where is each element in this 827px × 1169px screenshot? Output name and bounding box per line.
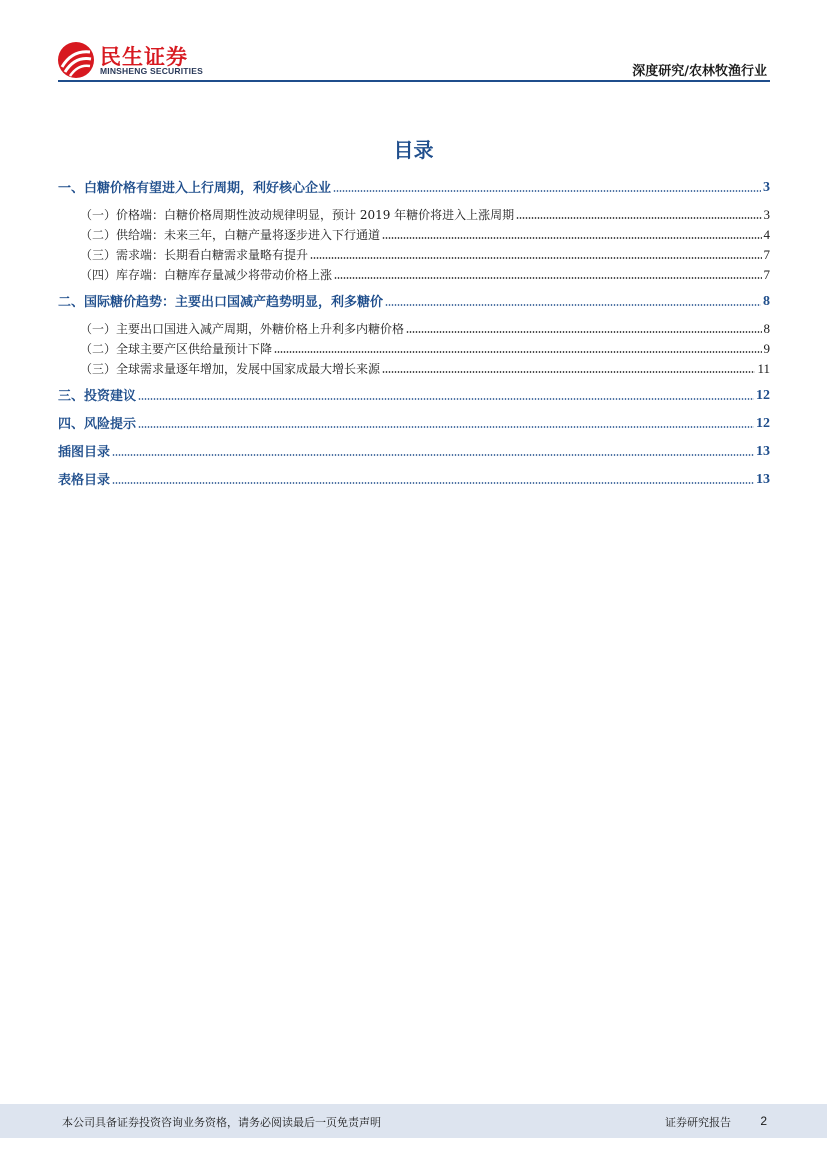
toc-subsection-link[interactable] — [58, 223, 770, 243]
page-footer — [0, 1104, 827, 1138]
toc-dot-leader — [516, 217, 761, 219]
toc-entry-title: 四、风险提示 — [58, 417, 137, 432]
logo-english-name: MINSHENG SECURITIES — [100, 66, 203, 76]
toc-section-link[interactable] — [58, 440, 770, 460]
toc-entry-title: （二）全球主要产区供给量预计下降 — [80, 342, 273, 356]
toc-page-number: 13 — [756, 472, 770, 487]
toc-entry-title: 表格目录 — [58, 473, 111, 488]
toc-subsection-link[interactable] — [58, 203, 770, 223]
toc-entry-title: 二、国际糖价趋势：主要出口国减产趋势明显，利多糖价 — [58, 295, 384, 310]
toc-section-link[interactable] — [58, 412, 770, 432]
toc-dot-leader — [310, 257, 761, 259]
toc-dot-leader — [112, 482, 754, 484]
minsheng-logo-icon — [56, 40, 96, 80]
toc-dot-leader — [138, 426, 754, 428]
toc-subsection-link[interactable] — [58, 337, 770, 357]
toc-entry-title: （二）供给端：未来三年，白糖产量将逐步进入下行通道 — [80, 228, 381, 242]
toc-subsection-link[interactable] — [58, 357, 770, 377]
toc-entry-title: （一）主要出口国进入减产周期，外糖价格上升利多内糖价格 — [80, 322, 405, 336]
toc-dot-leader — [385, 304, 761, 306]
toc-dot-leader — [334, 277, 761, 279]
toc-subsection-link[interactable] — [58, 263, 770, 283]
toc-entry-title: （三）需求端：长期看白糖需求量略有提升 — [80, 248, 309, 262]
toc-page-number: 13 — [756, 444, 770, 459]
toc-dot-leader — [333, 190, 761, 192]
toc-entry-title: 插图目录 — [58, 445, 111, 460]
toc-page-number: 4 — [763, 227, 770, 242]
toc-entry-title: （一）价格端：白糖价格周期性波动规律明显，预计 2019 年糖价将进入上涨周期 — [80, 208, 515, 222]
toc-section-link[interactable] — [58, 384, 770, 404]
toc-dot-leader — [138, 398, 754, 400]
toc-subsection-link[interactable] — [58, 317, 770, 337]
toc-dot-leader — [406, 331, 761, 333]
toc-page-number: 12 — [756, 388, 770, 403]
toc-section-link[interactable] — [58, 290, 770, 310]
footer-disclaimer: 本公司具备证券投资咨询业务资格，请务必阅读最后一页免责声明 — [62, 1116, 381, 1129]
toc-page-number: 12 — [756, 416, 770, 431]
toc-subsection-link[interactable] — [58, 243, 770, 263]
toc-entry-title: 一、白糖价格有望进入上行周期，利好核心企业 — [58, 181, 332, 196]
toc-page-number: 11 — [757, 361, 770, 376]
toc-section-link[interactable] — [58, 468, 770, 488]
toc-dot-leader — [274, 351, 761, 353]
page-header — [0, 0, 827, 86]
toc-page-number: 8 — [763, 294, 770, 309]
toc-dot-leader — [382, 371, 755, 373]
toc-title: 目录 — [393, 138, 434, 162]
minsheng-logo — [56, 40, 216, 80]
toc-page-number: 7 — [763, 267, 770, 282]
toc-entry-title: （三）全球需求量逐年增加，发展中国家成最大增长来源 — [80, 362, 381, 376]
toc-page-number: 3 — [763, 180, 770, 195]
toc-entry-title: 三、投资建议 — [58, 389, 137, 404]
footer-page-number: 2 — [760, 1114, 767, 1128]
header-divider — [58, 80, 770, 82]
report-category: 深度研究/农林牧渔行业 — [632, 64, 767, 79]
toc-dot-leader — [382, 237, 761, 239]
toc-dot-leader — [112, 454, 754, 456]
logo-chinese-name: 民生证券 — [100, 45, 188, 69]
toc-page-number: 7 — [763, 247, 770, 262]
toc-page-number: 3 — [763, 207, 770, 222]
toc-page-number: 9 — [763, 341, 770, 356]
toc-section-link[interactable] — [58, 176, 770, 196]
toc-entry-title: （四）库存端：白糖库存量减少将带动价格上涨 — [80, 268, 333, 282]
toc-page-number: 8 — [763, 321, 770, 336]
footer-report-type: 证券研究报告 — [665, 1116, 731, 1129]
